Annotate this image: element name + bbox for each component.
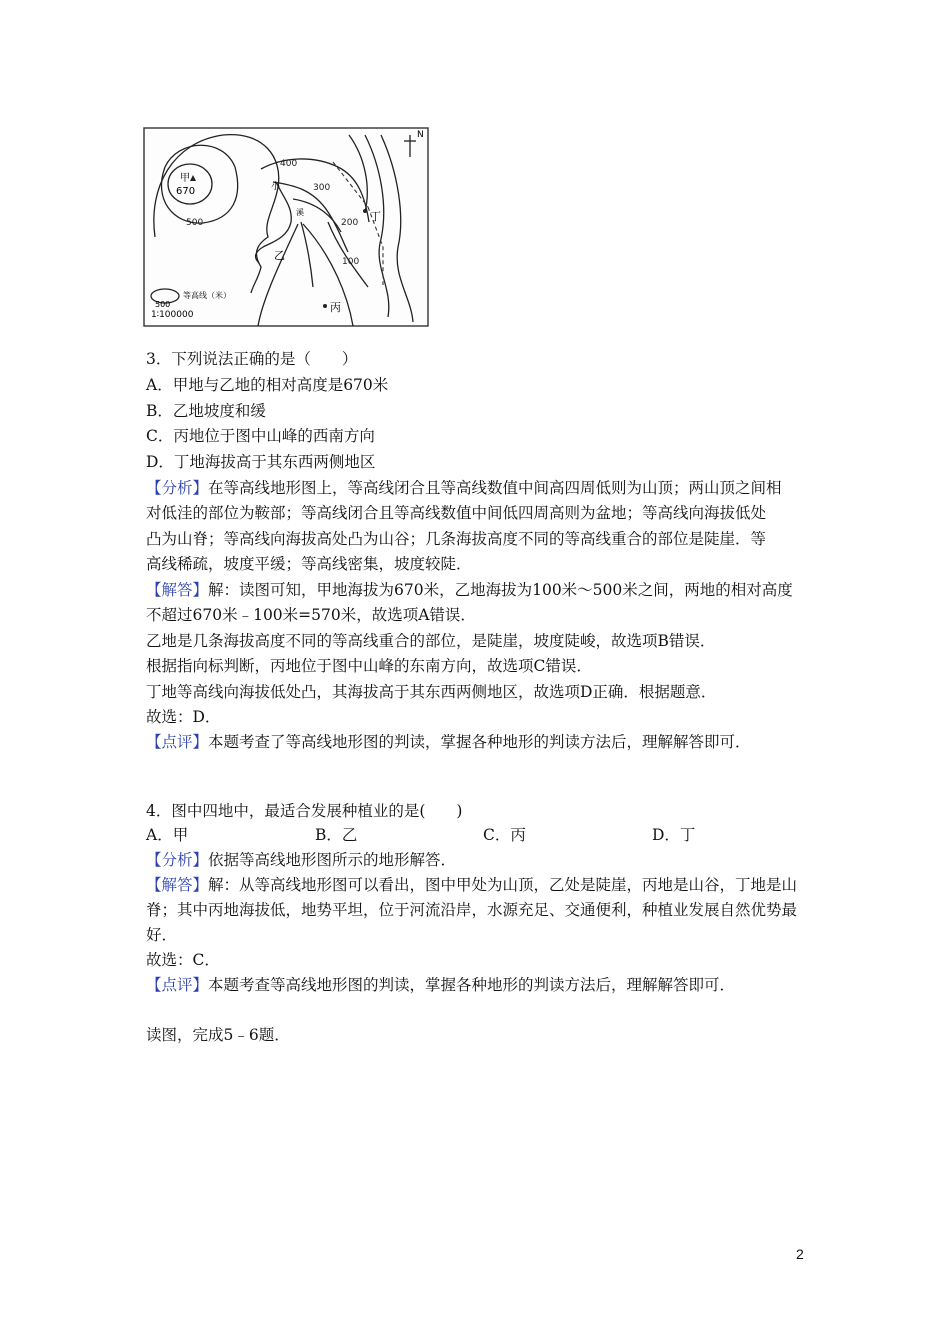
q4-option-b: B．乙 [315,826,358,844]
page-number: 2 [796,1246,804,1262]
place-bing: 丙 [330,301,341,314]
svg-text:500: 500 [186,218,204,228]
place-ding: 丁 [370,210,381,223]
svg-text:300: 300 [313,183,331,193]
q3-analysis: 【分析】在等高线地形图上，等高线闭合且等高线数值中间高四周低则为山顶；两山顶之间相 [146,479,782,497]
q4-comment: 【点评】本题考查等高线地形图的判读，掌握各种地形的判读方法后，理解解答即可． [146,976,736,994]
svg-text:400: 400 [280,159,298,169]
q3-stem: 3．下列说法正确的是（ ） [146,350,358,368]
q4-stem: 4．图中四地中，最适合发展种植业的是( ) [146,802,463,820]
q4-option-d: D．丁 [652,826,696,844]
q4-answer-line: 好． [146,926,178,944]
q3-answer: 【解答】解：读图可知，甲地海拔为670米，乙地海拔为100米～500米之间，两地的相对高度 [146,581,793,599]
svg-text:100: 100 [342,257,360,267]
q3-option-c: C．丙地位于图中山峰的西南方向 [146,427,375,445]
q3-analysis-line: 对低洼的部位为鞍部；等高线闭合且等高线数值中间低四周高则为盆地；等高线向海拔低处 [146,504,767,522]
svg-text:500: 500 [155,300,171,309]
q3-comment: 【点评】本题考查了等高线地形图的判读，掌握各种地形的判读方法后，理解解答即可． [146,733,751,751]
q3-answer-line: 根据指向标判断，丙地位于图中山峰的东南方向，故选项C错误． [146,657,592,675]
q3-answer-line: 故选：D． [146,708,221,726]
q3-option-a: A．甲地与乙地的相对高度是670米 [146,376,389,394]
q3-analysis-line: 凸为山脊；等高线向海拔高处凸为山谷；几条海拔高度不同的等高线重合的部位是陡崖．等 [146,530,767,548]
q3-option-d: D．丁地海拔高于其东西两侧地区 [146,453,376,471]
q4-analysis: 【分析】依据等高线地形图所示的地形解答． [146,851,457,869]
map-scale: 1∶100000 [151,310,194,320]
svg-text:小: 小 [271,182,281,192]
q4-answer: 【解答】解：从等高线地形图可以看出，图中甲处为山顶，乙处是陡崖，丙地是山谷，丁地是山 [146,876,798,894]
q4-answer-line: 故选：C． [146,951,220,969]
svg-text:N: N [417,130,424,140]
q4-answer-line: 脊；其中丙地海拔低，地势平坦，位于河流沿岸，水源充足、交通便利，种植业发展自然优势最 [146,901,798,919]
q3-answer-line: 丁地等高线向海拔低处凸，其海拔高于其东西两侧地区，故选项D正确．根据题意． [146,683,717,701]
place-yi: 乙 [274,249,285,262]
legend-label: 等高线（米） [183,291,231,300]
svg-text:溪: 溪 [296,208,304,217]
q4-option-c: C．丙 [483,826,526,844]
contour-map [143,127,429,327]
q4-option-a: A．甲 [146,826,189,844]
q3-answer-line: 乙地是几条海拔高度不同的等高线重合的部位，是陡崖，坡度陡峻，故选项B错误． [146,632,716,650]
peak-elevation: 670 [176,186,196,197]
q3-option-b: B．乙地坡度和缓 [146,402,266,420]
peak-name: 甲 [180,173,190,184]
next-instruction: 读图，完成5﹣6题． [146,1026,290,1044]
q3-answer-line: 不超过670米﹣100米=570米，故选项A错误． [146,606,476,624]
svg-text:200: 200 [341,218,359,228]
q3-analysis-line: 高线稀疏，坡度平缓；等高线密集，坡度较陡． [146,555,472,573]
